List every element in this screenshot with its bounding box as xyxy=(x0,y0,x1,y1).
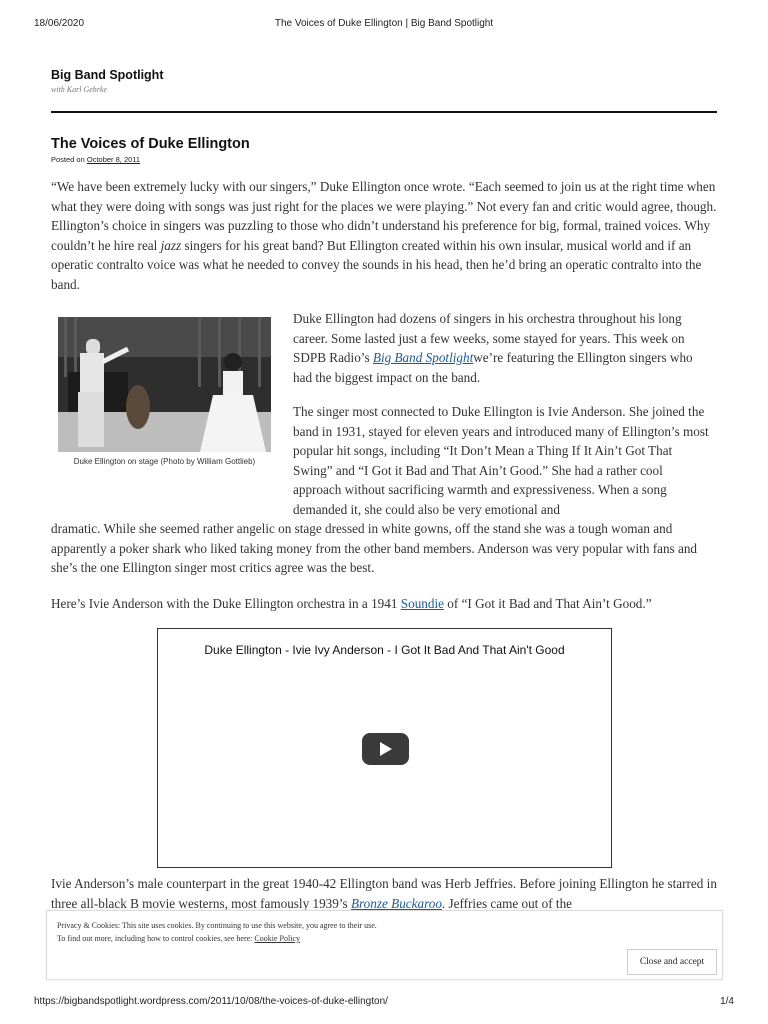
close-and-accept-button[interactable]: Close and accept xyxy=(627,949,717,975)
paragraph-soundie xyxy=(51,594,719,614)
post-meta xyxy=(51,155,140,164)
paragraph-ivie-anderson-bottom: dramatic. While she seemed rather angelic on stage dressed in white gowns, off the stand she was a tough woman and apparently a poker shark who liked taking money from the other band members. Anderson was very popular with fans and she’s the one Ellington singer most critics agree was the best. xyxy=(51,521,698,575)
bronze-buckaroo-link[interactable]: Bronze Buckaroo xyxy=(350,895,442,911)
paragraph-intro-part-b: singers for his great band? But Ellington created within his own insular, musical world and if an operatic contralto voice was what he needed to convey the sounds in his head, then he’d bring an operatic contralto into the band. xyxy=(51,237,702,292)
header-divider xyxy=(51,111,717,113)
play-button[interactable] xyxy=(362,733,409,765)
paragraph-herb-jeffries xyxy=(51,874,719,913)
paragraph-singers-part-b: we’re featuring the Ellington singers who had the biggest impact on the band. xyxy=(293,350,693,385)
cookie-banner xyxy=(46,910,723,980)
big-band-spotlight-link[interactable]: Big Band Spotlight xyxy=(372,350,474,365)
soundie-link[interactable]: Soundie xyxy=(400,596,444,611)
play-icon xyxy=(380,742,392,756)
photo-caption: Duke Ellington on stage (Photo by William Gottlieb) xyxy=(73,457,256,466)
paragraph-herb-jeffries-part-b: . Jeffries came out of the xyxy=(441,895,573,911)
ellington-stage-photo xyxy=(58,317,271,452)
paragraph-soundie-part-a: Here’s Ivie Anderson with the Duke Ellington orchestra in a 1941 xyxy=(51,596,401,611)
paragraph-soundie-part-b: of “I Got it Bad and That Ain’t Good.” xyxy=(444,596,652,611)
paragraph-singers-part-a: Duke Ellington had dozens of singers in his orchestra throughout his long career. Some lasted just a few weeks, some stayed for years. This week on SDPB Radio’s xyxy=(293,311,685,365)
cookie-notice-text: Privacy & Cookies: This site uses cookies. By continuing to use this website, you agree to their use. xyxy=(57,921,377,930)
paragraph-intro-emphasis: jazz xyxy=(160,237,182,253)
posted-date-link[interactable]: October 8, 2011 xyxy=(86,155,141,164)
video-title[interactable]: Duke Ellington - Ivie Ivy Anderson - I Got It Bad And That Ain't Good xyxy=(204,643,565,657)
paragraph-ivie-anderson-top: The singer most connected to Duke Ellington is Ivie Anderson. She joined the band in 1931, stayed for eleven years and introduced many of Ellington’s most popular hit songs, including “It Don’t Mean a Thing If It Ain’t Got That Swing” and “I Got it Bad and That Ain’t Good.” She had a rather cool approach without sacrificing warmth and expressiveness. When a song demanded it, she could also be very emotional and xyxy=(293,404,709,517)
page-number: 1/4 xyxy=(720,996,734,1007)
cookie-policy-link[interactable]: Cookie Policy xyxy=(254,934,300,943)
video-embed[interactable] xyxy=(157,628,612,868)
print-url: https://bigbandspotlight.wordpress.com/2011/10/08/the-voices-of-duke-ellington/ xyxy=(34,996,388,1007)
paragraph-ivie-anderson xyxy=(293,402,713,519)
paragraph-intro-part-a: “We have been extremely lucky with our singers,” Duke Ellington once wrote. “Each seemed to join us at the right time when what they were doing with songs was just right for the places we were playing.” Not every fan and critic would agree, though. Ellington’s choice in singers was puzzling to those who didn’t understand his preference for big, formal, trained voices. Why couldn’t he hire real xyxy=(51,179,717,253)
print-title: The Voices of Duke Ellington | Big Band Spotlight xyxy=(274,18,494,29)
posted-on-label: Posted on xyxy=(51,155,85,164)
post-title: The Voices of Duke Ellington xyxy=(51,136,250,152)
paragraph-ivie-anderson-continued xyxy=(51,519,719,578)
paragraph-intro xyxy=(51,177,719,294)
print-date: 18/06/2020 xyxy=(34,18,85,29)
site-title[interactable]: Big Band Spotlight xyxy=(51,68,164,82)
paragraph-singers xyxy=(293,309,713,387)
cookie-more-info-text: To find out more, including how to control cookies, see here: xyxy=(57,934,255,943)
site-tagline: with Karl Gehrke xyxy=(51,85,107,94)
photo-illustration xyxy=(58,317,271,452)
cookie-more-info xyxy=(57,934,300,943)
paragraph-herb-jeffries-part-a: Ivie Anderson’s male counterpart in the great 1940-42 Ellington band was Herb Jeffries. Before joining Ellington he starred in three all-black B movie westerns, most famously 1939’s xyxy=(51,876,717,911)
